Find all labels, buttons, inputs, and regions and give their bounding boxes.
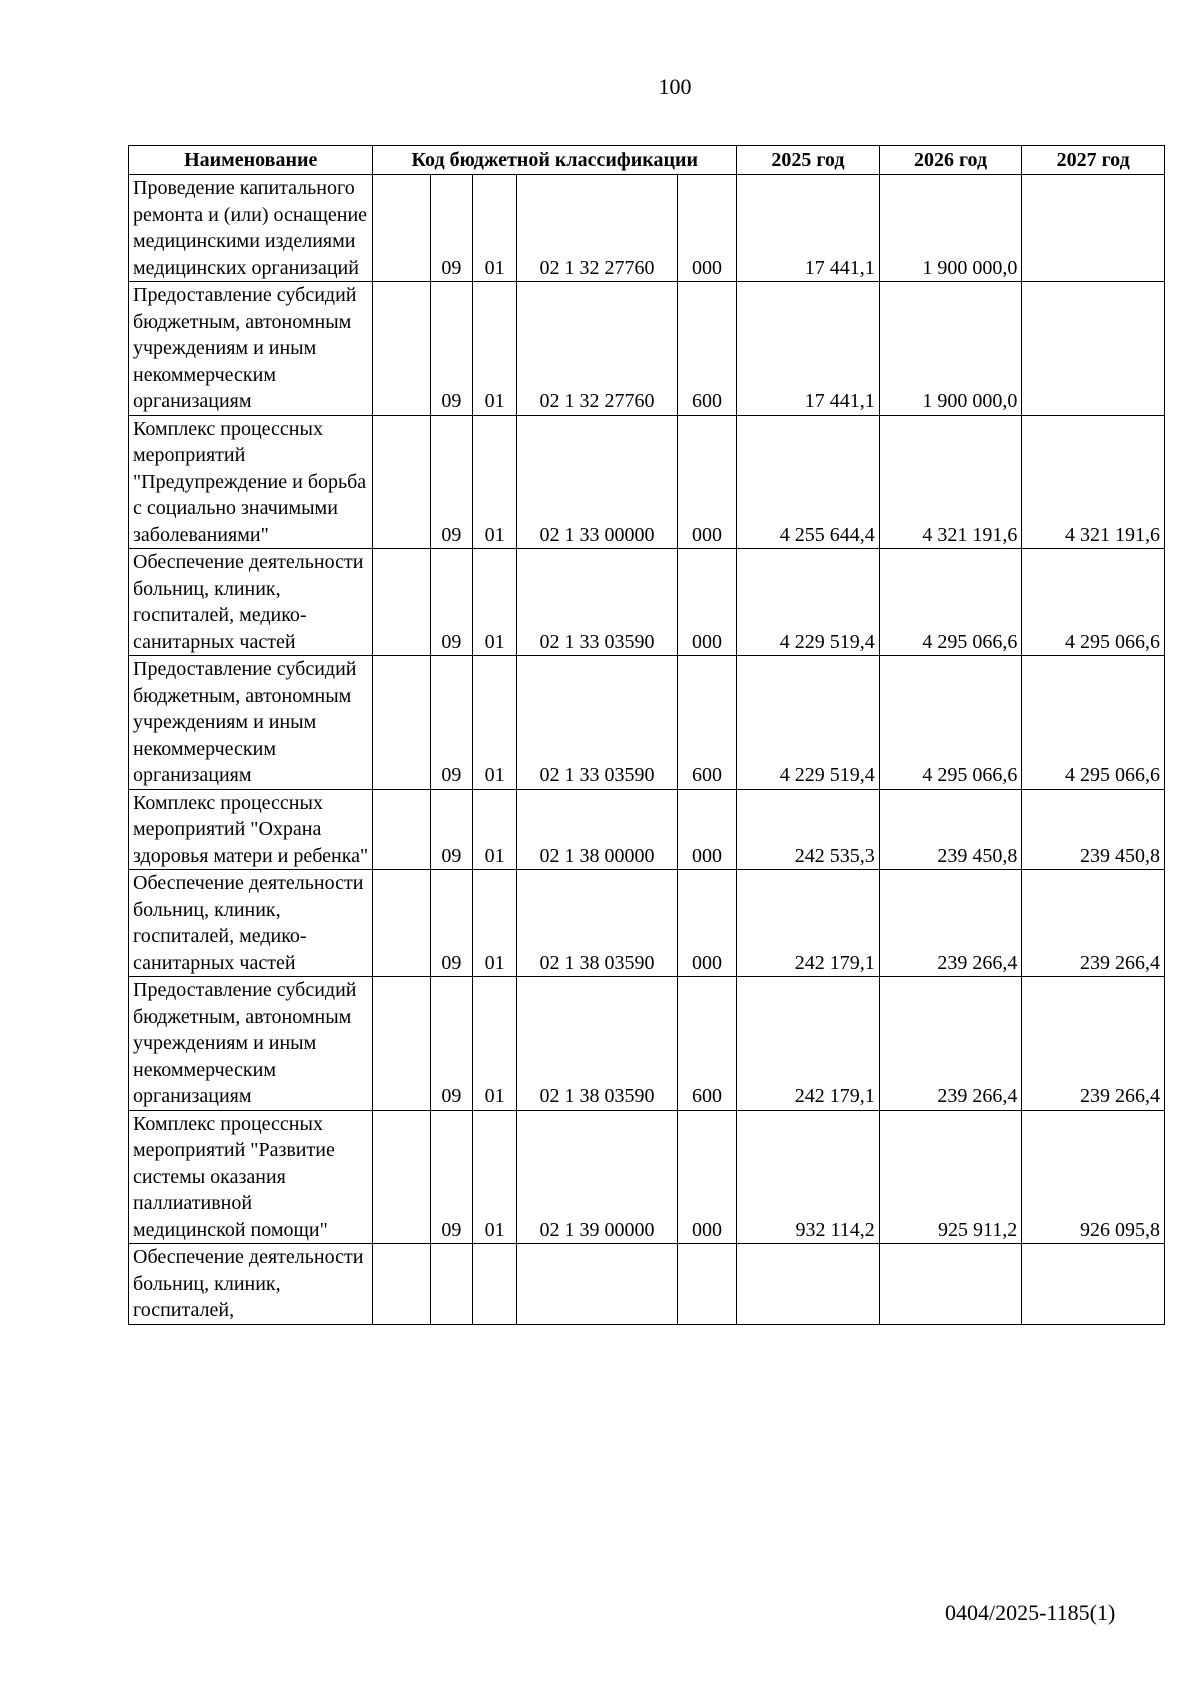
cell-subsection: 01 <box>473 656 517 790</box>
header-2025: 2025 год <box>737 146 880 175</box>
cell-2027: 4 295 066,6 <box>1022 549 1165 656</box>
document-id: 0404/2025-1185(1) <box>945 1600 1116 1625</box>
cell-2027 <box>1022 282 1165 416</box>
cell-expense-type <box>678 1244 737 1325</box>
cell-2025: 242 535,3 <box>737 789 880 870</box>
cell-subsection: 01 <box>473 1110 517 1244</box>
cell-2026: 1 900 000,0 <box>879 282 1022 416</box>
cell-subsection: 01 <box>473 789 517 870</box>
cell-name: Предоставление субсидий бюджетным, автономным учреждениям и иным некоммерческим организациям <box>129 977 373 1111</box>
cell-target-code: 02 1 32 27760 <box>517 175 678 282</box>
cell-target-code: 02 1 33 00000 <box>517 415 678 549</box>
table-row <box>129 977 1165 1111</box>
header-2026: 2026 год <box>879 146 1022 175</box>
cell-section: 09 <box>430 549 473 656</box>
table-row <box>129 789 1165 870</box>
budget-table <box>128 145 1165 1325</box>
cell-target-code: 02 1 38 03590 <box>517 870 678 977</box>
cell-subsection: 01 <box>473 415 517 549</box>
cell-subsection: 01 <box>473 977 517 1111</box>
cell-2027 <box>1022 175 1165 282</box>
cell-section: 09 <box>430 977 473 1111</box>
cell-name: Комплекс процессных мероприятий "Предупреждение и борьба с социально значимыми заболеваниями" <box>129 415 373 549</box>
cell-name: Предоставление субсидий бюджетным, автономным учреждениям и иным некоммерческим организациям <box>129 656 373 790</box>
table-row <box>129 175 1165 282</box>
table-row <box>129 415 1165 549</box>
cell-2026: 4 295 066,6 <box>879 656 1022 790</box>
table-row <box>129 1110 1165 1244</box>
cell-2027: 239 266,4 <box>1022 870 1165 977</box>
cell-section-blank <box>373 549 430 656</box>
table-row <box>129 282 1165 416</box>
table-row <box>129 1244 1165 1325</box>
cell-name: Комплекс процессных мероприятий "Охрана здоровья матери и ребенка" <box>129 789 373 870</box>
cell-section-blank <box>373 870 430 977</box>
cell-2025: 932 114,2 <box>737 1110 880 1244</box>
cell-section-blank <box>373 175 430 282</box>
cell-name: Предоставление субсидий бюджетным, автономным учреждениям и иным некоммерческим организациям <box>129 282 373 416</box>
cell-target-code <box>517 1244 678 1325</box>
cell-name: Обеспечение деятельности больниц, клиник, госпиталей, <box>129 1244 373 1325</box>
cell-2027 <box>1022 1244 1165 1325</box>
cell-target-code: 02 1 39 00000 <box>517 1110 678 1244</box>
cell-2025: 4 255 644,4 <box>737 415 880 549</box>
page-number: 100 <box>658 74 692 99</box>
cell-2025: 17 441,1 <box>737 282 880 416</box>
cell-target-code: 02 1 32 27760 <box>517 282 678 416</box>
cell-2027: 239 266,4 <box>1022 977 1165 1111</box>
cell-target-code: 02 1 33 03590 <box>517 656 678 790</box>
cell-name: Обеспечение деятельности больниц, клиник, госпиталей, медико-санитарных частей <box>129 549 373 656</box>
cell-section: 09 <box>430 175 473 282</box>
cell-2027: 4 295 066,6 <box>1022 656 1165 790</box>
cell-target-code: 02 1 38 00000 <box>517 789 678 870</box>
cell-section-blank <box>373 1244 430 1325</box>
cell-2026 <box>879 1244 1022 1325</box>
cell-name: Комплекс процессных мероприятий "Развитие системы оказания паллиативной медицинской помощи" <box>129 1110 373 1244</box>
table-header-row <box>129 146 1165 175</box>
header-name: Наименование <box>129 146 373 175</box>
cell-subsection: 01 <box>473 175 517 282</box>
cell-target-code: 02 1 38 03590 <box>517 977 678 1111</box>
cell-2025 <box>737 1244 880 1325</box>
cell-section: 09 <box>430 415 473 549</box>
cell-2025: 4 229 519,4 <box>737 656 880 790</box>
cell-2026: 4 321 191,6 <box>879 415 1022 549</box>
cell-section: 09 <box>430 789 473 870</box>
header-2027: 2027 год <box>1022 146 1165 175</box>
cell-section-blank <box>373 415 430 549</box>
cell-subsection <box>473 1244 517 1325</box>
cell-2026: 1 900 000,0 <box>879 175 1022 282</box>
cell-2026: 239 266,4 <box>879 870 1022 977</box>
cell-section: 09 <box>430 656 473 790</box>
cell-subsection: 01 <box>473 870 517 977</box>
cell-2025: 17 441,1 <box>737 175 880 282</box>
cell-section-blank <box>373 656 430 790</box>
cell-section-blank <box>373 1110 430 1244</box>
cell-name: Обеспечение деятельности больниц, клиник, госпиталей, медико-санитарных частей <box>129 870 373 977</box>
cell-2025: 4 229 519,4 <box>737 549 880 656</box>
cell-section-blank <box>373 977 430 1111</box>
cell-expense-type: 000 <box>678 549 737 656</box>
header-code: Код бюджетной классификации <box>373 146 737 175</box>
cell-expense-type: 600 <box>678 656 737 790</box>
cell-2026: 239 450,8 <box>879 789 1022 870</box>
cell-section <box>430 1244 473 1325</box>
cell-expense-type: 000 <box>678 175 737 282</box>
cell-section: 09 <box>430 1110 473 1244</box>
cell-2025: 242 179,1 <box>737 870 880 977</box>
cell-section: 09 <box>430 282 473 416</box>
cell-2027: 239 450,8 <box>1022 789 1165 870</box>
cell-2026: 239 266,4 <box>879 977 1022 1111</box>
cell-2027: 926 095,8 <box>1022 1110 1165 1244</box>
cell-expense-type: 000 <box>678 1110 737 1244</box>
cell-expense-type: 600 <box>678 977 737 1111</box>
cell-section-blank <box>373 282 430 416</box>
cell-2026: 4 295 066,6 <box>879 549 1022 656</box>
cell-name: Проведение капитального ремонта и (или) оснащение медицинскими изделиями медицинских организаций <box>129 175 373 282</box>
cell-target-code: 02 1 33 03590 <box>517 549 678 656</box>
cell-section: 09 <box>430 870 473 977</box>
cell-2026: 925 911,2 <box>879 1110 1022 1244</box>
cell-section-blank <box>373 789 430 870</box>
cell-expense-type: 000 <box>678 789 737 870</box>
table-row <box>129 870 1165 977</box>
table-row <box>129 549 1165 656</box>
cell-expense-type: 000 <box>678 415 737 549</box>
cell-subsection: 01 <box>473 282 517 416</box>
cell-subsection: 01 <box>473 549 517 656</box>
table-row <box>129 656 1165 790</box>
cell-2025: 242 179,1 <box>737 977 880 1111</box>
cell-expense-type: 600 <box>678 282 737 416</box>
cell-expense-type: 000 <box>678 870 737 977</box>
cell-2027: 4 321 191,6 <box>1022 415 1165 549</box>
